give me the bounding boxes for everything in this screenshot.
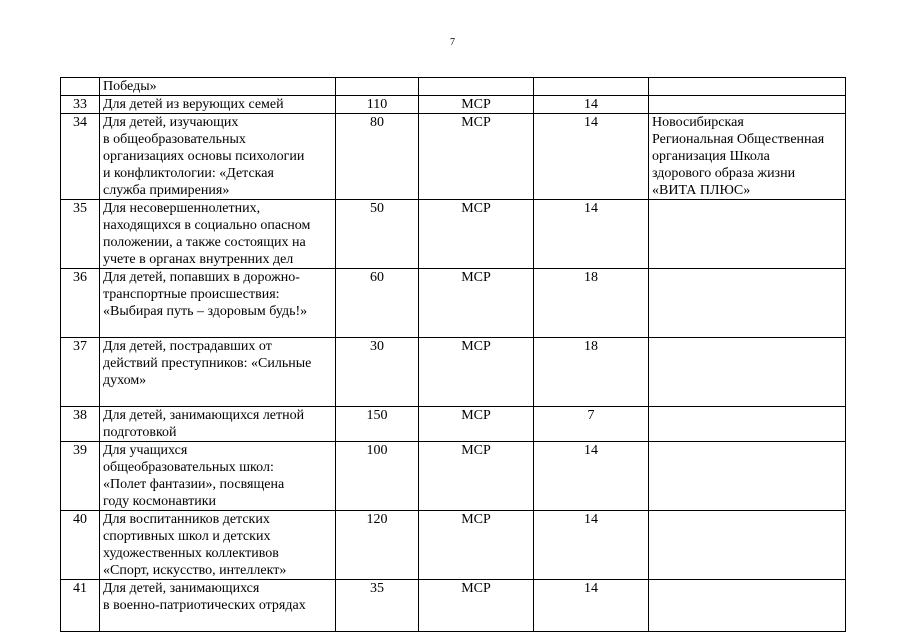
row-partner: [649, 442, 846, 511]
row-hours: 14: [534, 442, 649, 511]
row-description: Для учащихся общеобразовательных школ: «Полет фантазии», посвящена году космонавтики: [100, 442, 336, 511]
row-partner: [649, 407, 846, 442]
row-hours: 7: [534, 407, 649, 442]
row-organizer: МСР: [419, 114, 534, 200]
row-organizer: МСР: [419, 511, 534, 580]
row-number: 37: [61, 338, 100, 407]
page-number: 7: [450, 37, 455, 48]
row-description: Для детей, попавших в дорожно- транспортные происшествия: «Выбирая путь – здоровым будь!»: [100, 269, 336, 338]
row-hours: 14: [534, 114, 649, 200]
table-row: [61, 96, 846, 114]
row-description: Для детей из верующих семей: [100, 96, 336, 114]
row-description: Для детей, занимающихся летной подготовкой: [100, 407, 336, 442]
row-description: Для детей, изучающих в общеобразовательных организациях основы психологии и конфликтологии: «Детская служба примирения»: [100, 114, 336, 200]
row-participants: [336, 78, 419, 96]
row-partner: [649, 338, 846, 407]
row-organizer: МСР: [419, 580, 534, 632]
row-hours: 14: [534, 96, 649, 114]
row-organizer: МСР: [419, 407, 534, 442]
table-row: [61, 114, 846, 200]
row-partner: [649, 96, 846, 114]
row-description: Для несовершеннолетних, находящихся в социально опасном положении, а также состоящих на учете в органах внутренних дел: [100, 200, 336, 269]
row-organizer: МСР: [419, 442, 534, 511]
table-row: [61, 78, 846, 96]
row-partner: [649, 269, 846, 338]
row-number: 39: [61, 442, 100, 511]
table-row: [61, 407, 846, 442]
row-participants: 110: [336, 96, 419, 114]
table-row: [61, 338, 846, 407]
row-participants: 60: [336, 269, 419, 338]
row-partner: Новосибирская Региональная Общественная организация Школа здорового образа жизни «ВИТА ПЛЮС»: [649, 114, 846, 200]
row-description: Для детей, занимающихся в военно-патриотических отрядах: [100, 580, 336, 632]
row-number: 38: [61, 407, 100, 442]
row-participants: 100: [336, 442, 419, 511]
row-number: 41: [61, 580, 100, 632]
row-participants: 50: [336, 200, 419, 269]
programs-table-body: [61, 78, 846, 632]
row-number: 33: [61, 96, 100, 114]
table-row: [61, 442, 846, 511]
row-partner: [649, 580, 846, 632]
row-organizer: МСР: [419, 96, 534, 114]
table-row: [61, 511, 846, 580]
row-hours: 14: [534, 200, 649, 269]
row-hours: 18: [534, 338, 649, 407]
row-organizer: [419, 78, 534, 96]
table-row: [61, 200, 846, 269]
row-number: 34: [61, 114, 100, 200]
row-hours: [534, 78, 649, 96]
row-partner: [649, 200, 846, 269]
row-description: Победы»: [100, 78, 336, 96]
row-participants: 35: [336, 580, 419, 632]
table-row: [61, 269, 846, 338]
row-partner: [649, 511, 846, 580]
row-number: 40: [61, 511, 100, 580]
row-organizer: МСР: [419, 200, 534, 269]
row-number: [61, 78, 100, 96]
row-description: Для детей, пострадавших от действий преступников: «Сильные духом»: [100, 338, 336, 407]
row-hours: 18: [534, 269, 649, 338]
row-participants: 80: [336, 114, 419, 200]
row-partner: [649, 78, 846, 96]
row-hours: 14: [534, 580, 649, 632]
programs-table: [60, 77, 846, 632]
row-organizer: МСР: [419, 269, 534, 338]
row-participants: 30: [336, 338, 419, 407]
row-description: Для воспитанников детских спортивных школ и детских художественных коллективов «Спорт, искусство, интеллект»: [100, 511, 336, 580]
row-participants: 150: [336, 407, 419, 442]
row-number: 35: [61, 200, 100, 269]
row-number: 36: [61, 269, 100, 338]
row-participants: 120: [336, 511, 419, 580]
row-hours: 14: [534, 511, 649, 580]
row-organizer: МСР: [419, 338, 534, 407]
table-row: [61, 580, 846, 632]
